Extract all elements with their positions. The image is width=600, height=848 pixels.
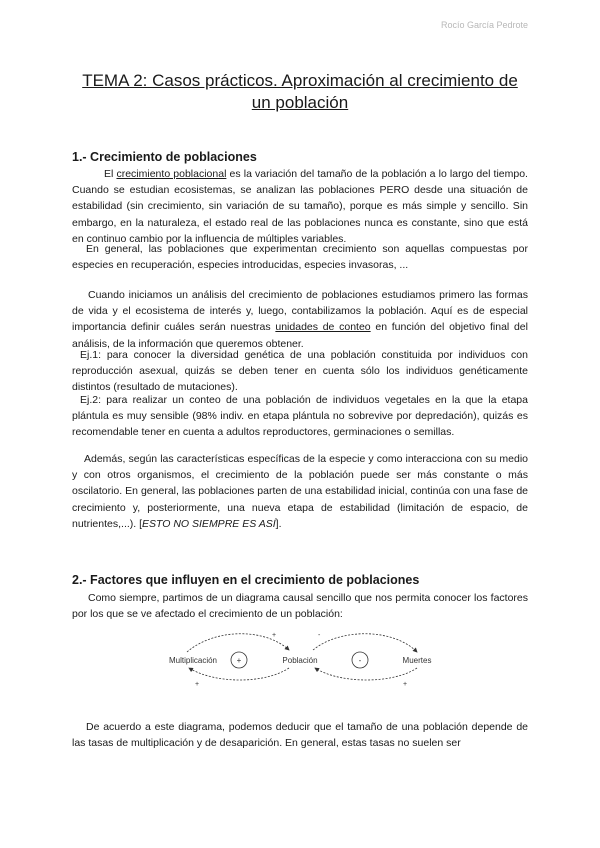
sign-top-left: + [272,632,277,639]
section-2-paragraph-2: De acuerdo a este diagrama, podemos deducir que el tamaño de una población depende de las tasas de multiplicación y de desaparición. En general, estas tasas no suelen ser [72,721,528,750]
text-run: Además, según las características específicas de la especie y como interacciona con su medio y con otros organismos, el crecimiento de la población puede ser más constante o más oscilatorio. En general, las poblaciones parten de una estabilidad inicial, continúa con una fase de crecimiento y, posteriormente, una nueva etapa de estabilidad (limitación de espacio, de nutrientes,...). [ [72,453,528,530]
text-run: en función del objetivo final del análisis, de la información que queremos obtener. [72,321,528,350]
section-1-heading: 1.- Crecimiento de poblaciones [72,150,257,164]
causal-loop-diagram [165,626,435,688]
node-muertes: Muertes [402,656,432,665]
note-italic: ESTO NO SIEMPRE ES ASÍ [142,517,276,530]
arrow-muertes-to-poblacion [315,668,417,680]
arrow-poblacion-to-muertes [313,634,417,652]
example-2: Ej.2: para realizar un conteo de una población de individuos vegetales en la que la etapa plántula es muy sensible (98% indiv. en etapa plántula no sobrevive por depredación), quizás es recomendable tener en cuenta a adultos reproductores, germinaciones o semillas. [72,394,528,439]
term-unidades-de-conteo: unidades de conteo [275,321,371,334]
sign-bottom-right: + [403,681,408,688]
section-1-paragraph-3 [72,287,528,352]
page-title: TEMA 2: Casos prácticos. Aproximación al crecimiento de un población [82,71,518,112]
section-2-heading: 2.- Factores que influyen en el crecimiento de poblaciones [72,573,420,587]
section-1-paragraph-1 [72,166,528,247]
loop-right-sign: - [358,656,362,665]
text-run: Cuando iniciamos un análisis del crecimiento de poblaciones estudiamos primero las formas de vida y el ecosistema de interés y, luego, contabilizamos la población. Aquí es de especial importancia definir cuáles serán nuestras [72,289,528,334]
loop-left-sign: + [236,656,242,665]
section-1-paragraph-4 [72,451,528,532]
author-name: Rocío García Pedrote [440,20,528,30]
node-multiplicacion: Multiplicación [168,656,218,665]
sign-top-right: - [318,632,321,639]
text-run: El [104,168,117,180]
arrow-poblacion-to-multiplicacion [189,668,289,680]
sign-bottom-left: + [195,681,200,688]
example-1: Ej.1: para conocer la diversidad genética de una población constituida por individuos con reproducción asexual, quizás se deben tener en cuenta sólo los individuos genéticamente distintos (resultado de mutaciones). [72,349,528,394]
text-run: ]. [275,517,282,530]
term-crecimiento-poblacional: crecimiento poblacional [116,168,227,180]
section-2-paragraph-1: Como siempre, partimos de un diagrama causal sencillo que nos permita conocer los factores por los que se ve afectado el crecimiento de un población: [72,592,528,621]
text-run: es la variación del tamaño de la población a lo largo del tiempo. Cuando se estudian ecosistemas, se analizan las poblaciones PERO desde una situación de estabilidad (sin crecimiento, sin variación de su tamaño), porque es más simple y sencillo. Sin embargo, en la naturaleza, el estado real de las poblaciones nunca es constante, sino que está en continuo cambio por la influencia de múltiples variables. [72,168,528,245]
section-1-paragraph-2: En general, las poblaciones que experimentan crecimiento son aquellas compuestas por especies en recuperación, especies introducidas, especies invasoras, ... [72,243,528,272]
node-poblacion: Población [282,656,318,665]
